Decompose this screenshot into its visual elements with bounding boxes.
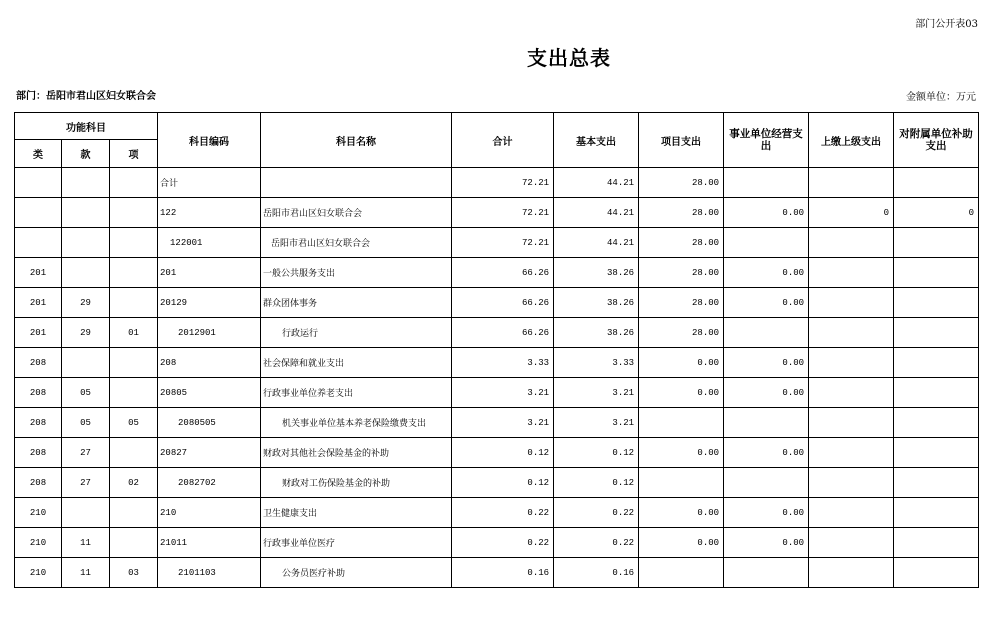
header-subsidy-to-affiliates: 对附属单位补助支出 [894,113,979,168]
cell-subsidy [894,318,979,348]
cell-total: 66.26 [452,258,554,288]
table-row [15,258,979,288]
cell-xiang [110,168,158,198]
cell-xiang: 02 [110,468,158,498]
cell-project: 0.00 [639,378,724,408]
cell-basic: 0.12 [554,438,639,468]
cell-total: 72.21 [452,168,554,198]
table-row [15,528,979,558]
cell-lei: 208 [15,378,62,408]
cell-business: 0.00 [724,288,809,318]
cell-xiang: 03 [110,558,158,588]
cell-kuan: 29 [62,318,110,348]
cell-code: 20827 [158,438,261,468]
cell-basic: 44.21 [554,198,639,228]
cell-remit [809,288,894,318]
cell-lei: 210 [15,528,62,558]
header-subject-code: 科目编码 [158,113,261,168]
cell-basic: 3.33 [554,348,639,378]
cell-name: 行政运行 [261,318,452,348]
cell-project: 28.00 [639,288,724,318]
cell-project: 28.00 [639,198,724,228]
cell-kuan [62,258,110,288]
cell-total: 3.33 [452,348,554,378]
cell-name: 一般公共服务支出 [261,258,452,288]
cell-name: 公务员医疗补助 [261,558,452,588]
cell-kuan: 11 [62,558,110,588]
cell-project: 28.00 [639,318,724,348]
table-row [15,198,979,228]
cell-remit [809,468,894,498]
table-row [15,558,979,588]
cell-subsidy [894,528,979,558]
header-function-subject: 功能科目 [15,113,158,140]
department-label: 部门：岳阳市君山区妇女联合会 [16,91,156,102]
cell-subsidy [894,228,979,258]
cell-total: 0.16 [452,558,554,588]
cell-business [724,558,809,588]
cell-business: 0.00 [724,258,809,288]
cell-remit [809,318,894,348]
header-remit-to-superior: 上缴上级支出 [809,113,894,168]
cell-code: 20129 [158,288,261,318]
cell-code: 2101103 [158,558,261,588]
cell-xiang: 01 [110,318,158,348]
cell-subsidy [894,468,979,498]
cell-subsidy [894,378,979,408]
cell-lei [15,168,62,198]
cell-lei: 208 [15,408,62,438]
cell-remit: 0 [809,198,894,228]
cell-kuan [62,348,110,378]
cell-project: 28.00 [639,258,724,288]
cell-business [724,228,809,258]
cell-basic: 38.26 [554,318,639,348]
cell-name: 岳阳市君山区妇女联合会 [261,198,452,228]
cell-total: 0.12 [452,468,554,498]
cell-xiang [110,228,158,258]
cell-xiang [110,198,158,228]
cell-project: 0.00 [639,438,724,468]
cell-code: 208 [158,348,261,378]
cell-subsidy [894,558,979,588]
cell-code: 2012901 [158,318,261,348]
cell-kuan [62,228,110,258]
cell-lei: 201 [15,288,62,318]
cell-basic: 0.16 [554,558,639,588]
cell-kuan: 05 [62,378,110,408]
cell-lei: 208 [15,348,62,378]
cell-basic: 44.21 [554,228,639,258]
cell-code: 122001 [158,228,261,258]
cell-total: 72.21 [452,228,554,258]
cell-kuan: 05 [62,408,110,438]
cell-xiang [110,288,158,318]
cell-subsidy [894,258,979,288]
cell-total: 0.22 [452,498,554,528]
cell-subsidy [894,498,979,528]
cell-project [639,468,724,498]
cell-xiang [110,528,158,558]
cell-name: 行政事业单位养老支出 [261,378,452,408]
table-header [15,113,979,168]
cell-lei: 208 [15,438,62,468]
table-row [15,378,979,408]
cell-project: 28.00 [639,168,724,198]
cell-code: 122 [158,198,261,228]
header-subject-name: 科目名称 [261,113,452,168]
cell-xiang: 05 [110,408,158,438]
cell-remit [809,168,894,198]
cell-remit [809,498,894,528]
cell-xiang [110,498,158,528]
cell-kuan: 27 [62,438,110,468]
cell-xiang [110,378,158,408]
cell-name [261,168,452,198]
cell-business: 0.00 [724,348,809,378]
cell-xiang [110,258,158,288]
table-row [15,348,979,378]
cell-name: 机关事业单位基本养老保险缴费支出 [261,408,452,438]
cell-project [639,408,724,438]
cell-lei [15,198,62,228]
cell-name: 群众团体事务 [261,288,452,318]
page-title: 支出总表 [527,46,611,70]
cell-total: 72.21 [452,198,554,228]
cell-kuan: 11 [62,528,110,558]
table-row [15,438,979,468]
cell-name: 岳阳市君山区妇女联合会 [261,228,452,258]
cell-business: 0.00 [724,198,809,228]
cell-remit [809,408,894,438]
cell-name: 行政事业单位医疗 [261,528,452,558]
cell-total: 0.12 [452,438,554,468]
cell-remit [809,378,894,408]
cell-business [724,318,809,348]
cell-kuan [62,498,110,528]
cell-lei: 201 [15,318,62,348]
cell-code: 21011 [158,528,261,558]
cell-remit [809,558,894,588]
cell-code: 210 [158,498,261,528]
cell-total: 0.22 [452,528,554,558]
cell-business: 0.00 [724,498,809,528]
cell-business [724,408,809,438]
table-row [15,318,979,348]
cell-kuan: 29 [62,288,110,318]
table-row [15,288,979,318]
form-code: 部门公开表03 [915,19,978,30]
table-row [15,468,979,498]
cell-basic: 38.26 [554,288,639,318]
cell-project: 0.00 [639,348,724,378]
cell-remit [809,228,894,258]
cell-code: 2082702 [158,468,261,498]
cell-remit [809,528,894,558]
cell-subsidy [894,348,979,378]
cell-name: 社会保障和就业支出 [261,348,452,378]
cell-subsidy [894,288,979,318]
cell-remit [809,258,894,288]
cell-xiang [110,348,158,378]
cell-total: 66.26 [452,288,554,318]
cell-name: 财政对工伤保险基金的补助 [261,468,452,498]
cell-business: 0.00 [724,378,809,408]
table-row [15,498,979,528]
cell-remit [809,438,894,468]
header-total: 合计 [452,113,554,168]
header-xiang: 项 [110,140,158,168]
cell-total: 3.21 [452,378,554,408]
cell-total: 66.26 [452,318,554,348]
cell-subsidy [894,438,979,468]
expenditure-summary-table [14,112,979,588]
cell-code: 合计 [158,168,261,198]
cell-subsidy [894,408,979,438]
cell-basic: 3.21 [554,408,639,438]
cell-basic: 0.22 [554,528,639,558]
cell-lei: 210 [15,558,62,588]
table-body [15,168,979,588]
table-row [15,168,979,198]
cell-business: 0.00 [724,438,809,468]
cell-code: 2080505 [158,408,261,438]
cell-kuan: 27 [62,468,110,498]
cell-basic: 38.26 [554,258,639,288]
cell-business [724,468,809,498]
amount-unit-label: 金额单位：万元 [906,92,976,103]
cell-xiang [110,438,158,468]
cell-kuan [62,168,110,198]
cell-project: 0.00 [639,498,724,528]
header-business-expenditure: 事业单位经营支出 [724,113,809,168]
cell-basic: 0.12 [554,468,639,498]
header-basic-expenditure: 基本支出 [554,113,639,168]
cell-lei: 210 [15,498,62,528]
header-lei: 类 [15,140,62,168]
cell-subsidy: 0 [894,198,979,228]
cell-subsidy [894,168,979,198]
cell-lei: 201 [15,258,62,288]
cell-kuan [62,198,110,228]
cell-lei [15,228,62,258]
table-row [15,228,979,258]
cell-lei: 208 [15,468,62,498]
table-row [15,408,979,438]
cell-basic: 0.22 [554,498,639,528]
cell-code: 20805 [158,378,261,408]
cell-name: 财政对其他社会保险基金的补助 [261,438,452,468]
cell-basic: 44.21 [554,168,639,198]
cell-project: 0.00 [639,528,724,558]
cell-project: 28.00 [639,228,724,258]
header-project-expenditure: 项目支出 [639,113,724,168]
cell-name: 卫生健康支出 [261,498,452,528]
cell-business [724,168,809,198]
cell-business: 0.00 [724,528,809,558]
cell-code: 201 [158,258,261,288]
header-kuan: 款 [62,140,110,168]
cell-project [639,558,724,588]
cell-remit [809,348,894,378]
cell-total: 3.21 [452,408,554,438]
cell-basic: 3.21 [554,378,639,408]
